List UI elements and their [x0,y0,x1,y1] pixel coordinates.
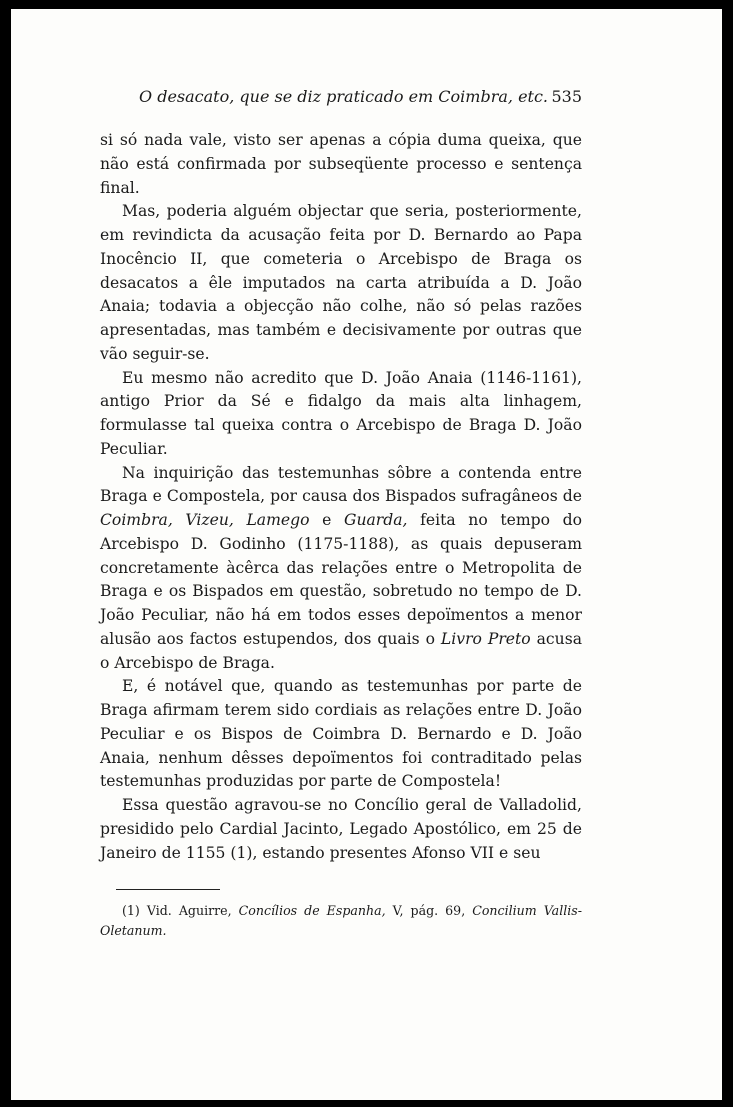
text-run: feita no tempo do Arcebispo D. Godinho (1175-1188), as quais depuseram concretamente àcêrca das relações entre o Metropolita de Braga e os Bispados em questão, sobretudo no tempo de D. João Peculiar, não há em todos esses depoïmentos a menor alusão aos factos estupendos, dos quais o [100,511,582,648]
footnote-text-run: V, pág. 69, [385,903,473,918]
running-title: O desacato, que se diz praticado em Coimbra, etc. [139,87,549,106]
paragraph [100,462,582,676]
text-run: Eu mesmo não acredito que D. João Anaia (1146-1161), antigo Prior da Sé e fidalgo da mais alta linhagem, formulasse tal queixa contra o Arcebispo de Braga D. João Peculiar. [100,368,582,458]
italic-text: Coimbra, Vizeu, Lamego [100,511,310,529]
footnote-italic-text: Concilium Vallis-Oletanum. [100,903,582,938]
text-run: Mas, poderia alguém objectar que seria, posteriormente, em revindicta da acusação feita por D. Bernardo ao Papa Inocêncio II, que cometeria o Arcebispo de Braga os desacatos a êle imputados na carta atribuída a D. João Anaia; todavia a objecção não colhe, não só pelas razões apresentadas, mas também e decisivamente por outras que vão seguir-se. [100,202,582,363]
footnote [100,901,582,941]
text-run: acusa o Arcebispo de Braga. [100,629,582,672]
paragraph [100,794,582,865]
footnote-divider [116,889,220,890]
paragraph [100,675,582,794]
footnote-text-run: (1) Vid. Aguirre, [122,903,239,918]
page-number: 535 [551,87,582,106]
body-text [100,129,582,865]
text-run: si só nada vale, visto ser apenas a cópia duma queixa, que não está confirmada por subseqüente processo e sentença final. [100,131,582,197]
text-run: E, é notável que, quando as testemunhas por parte de Braga afirmam terem sido cordiais as relações entre D. João Peculiar e os Bispos de Coimbra D. Bernardo e D. João Anaia, nenhum dêsses depoïmentos foi contraditado pelas testemunhas produzidas por parte de Compostela! [100,677,582,791]
paragraph [100,367,582,462]
book-page [11,9,722,1100]
text-run: Na inquirição das testemunhas sôbre a contenda entre Braga e Compostela, por causa dos Bispados sufragâneos de [100,463,582,506]
running-header [139,81,582,111]
text-run: e [309,511,344,529]
italic-text: Livro Preto [440,629,531,648]
paragraph [100,200,582,366]
text-run: Essa questão agravou-se no Concílio geral de Valladolid, presidido pelo Cardial Jacinto, Legado Apostólico, em 25 de Janeiro de 1155 (1), estando presentes Afonso VII e seu [100,796,582,862]
italic-text: Guarda, [343,511,408,529]
paragraph [100,129,582,200]
footnote-italic-text: Concílios de Espanha, [238,903,386,918]
